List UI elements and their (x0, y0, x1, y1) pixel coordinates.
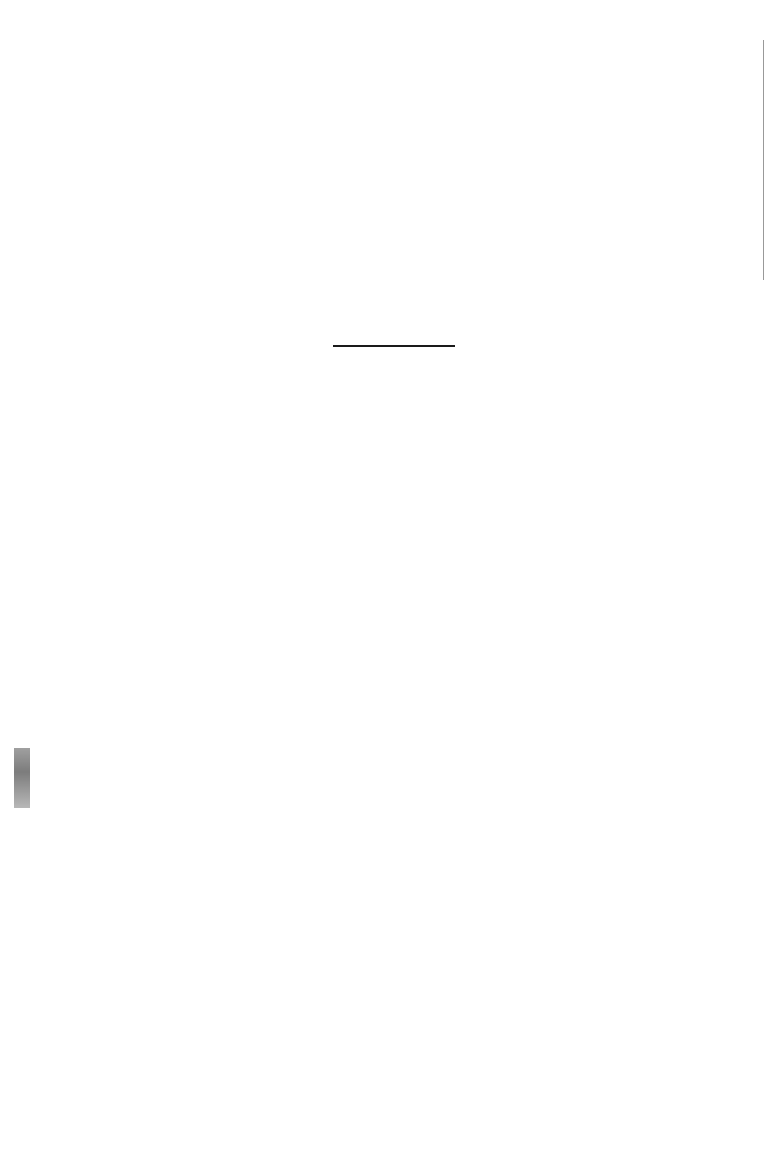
page-header (78, 68, 518, 90)
page-edge-line (763, 40, 764, 280)
binding-mark (14, 748, 30, 808)
section-divider (333, 345, 455, 347)
